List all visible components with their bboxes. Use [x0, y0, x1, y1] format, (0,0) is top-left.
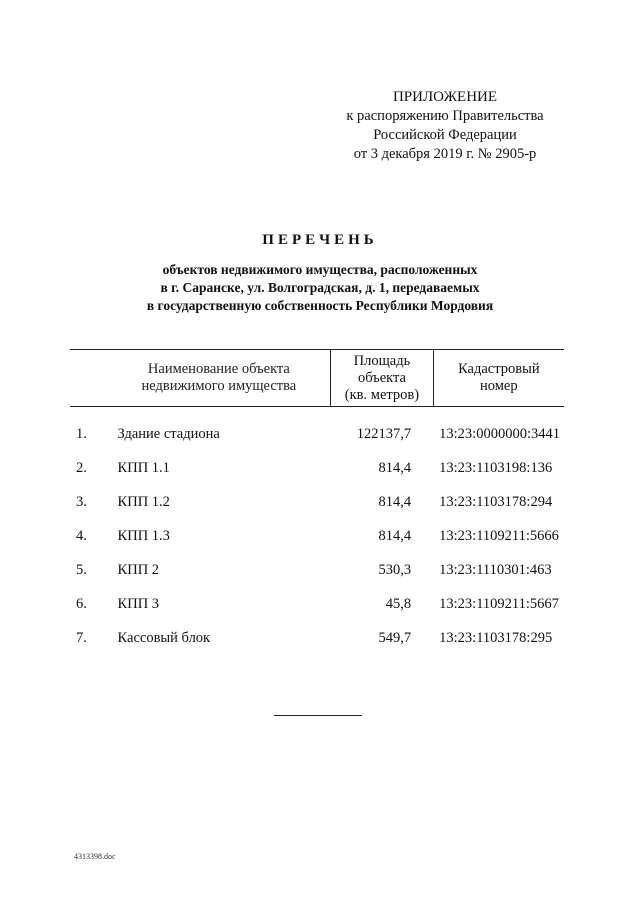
- row-name: КПП 1.2: [117, 493, 170, 510]
- header-area: [331, 350, 433, 407]
- property-table: [70, 349, 564, 655]
- footer-doc-ref: 4313398.doc: [74, 852, 116, 861]
- row-cadastral: 13:23:1110301:463: [439, 561, 552, 578]
- row-number: 7.: [76, 629, 87, 646]
- subtitle-line-3: в государственную собственность Республики Мордовия: [146, 298, 494, 313]
- table-row: [70, 553, 564, 587]
- row-cadastral: 13:23:1109211:5667: [439, 595, 559, 612]
- property-table-container: [70, 349, 564, 655]
- row-name: Кассовый блок: [117, 629, 211, 646]
- row-cadastral: 13:23:0000000:3441: [439, 425, 560, 442]
- row-name: КПП 1.3: [117, 527, 170, 544]
- table-row: [70, 621, 564, 655]
- table-row: [70, 485, 564, 519]
- row-area: 45,8: [385, 595, 412, 612]
- row-number: 5.: [76, 561, 87, 578]
- row-name: КПП 1.1: [117, 459, 170, 476]
- row-number: 6.: [76, 595, 87, 612]
- row-cadastral: 13:23:1103178:295: [439, 629, 553, 646]
- row-area: 530,3: [378, 561, 412, 578]
- row-name: Здание стадиона: [117, 425, 220, 442]
- header-name-line-2: недвижимого имущества: [141, 378, 297, 394]
- row-name: КПП 2: [117, 561, 160, 578]
- row-name: КПП 3: [117, 595, 160, 612]
- row-number: 3.: [76, 493, 87, 510]
- header-cadastral: Кадастровый номер: [433, 350, 564, 407]
- table-row: [70, 519, 564, 553]
- row-area: 122137,7: [356, 425, 412, 442]
- row-area: 549,7: [378, 629, 412, 646]
- subtitle-line-2: в г. Саранске, ул. Волгоградская, д. 1, передаваемых: [160, 280, 480, 295]
- header-area-line-3: (кв. метров): [344, 386, 420, 403]
- document-title: ПЕРЕЧЕНЬ: [262, 232, 378, 248]
- appendix-line-1: к распоряжению Правительства: [346, 108, 544, 124]
- row-area: 814,4: [378, 527, 412, 544]
- table-row: [70, 407, 564, 452]
- appendix-line-2: Российской Федерации: [373, 127, 517, 143]
- header-name-line-1: Наименование объекта: [147, 361, 290, 377]
- table-header-row: [70, 350, 564, 407]
- header-name: [108, 350, 331, 407]
- appendix-heading: ПРИЛОЖЕНИЕ: [392, 89, 498, 105]
- appendix-line-3: от 3 декабря 2019 г. № 2905-р: [353, 146, 537, 162]
- row-cadastral: 13:23:1103198:136: [439, 459, 553, 476]
- row-number: 2.: [76, 459, 87, 476]
- header-number: [70, 350, 108, 407]
- document-subtitle: [0, 261, 640, 315]
- appendix-block: [300, 88, 590, 164]
- row-cadastral: 13:23:1103178:294: [439, 493, 553, 510]
- row-number: 4.: [76, 527, 87, 544]
- row-number: 1.: [76, 425, 87, 442]
- table-row: [70, 451, 564, 485]
- row-cadastral: 13:23:1109211:5666: [439, 527, 559, 544]
- header-area-line-2: объекта: [357, 369, 406, 386]
- header-area-line-1: Площадь: [353, 352, 411, 369]
- table-row: [70, 587, 564, 621]
- row-area: 814,4: [378, 493, 412, 510]
- end-divider: [274, 715, 362, 716]
- row-area: 814,4: [378, 459, 412, 476]
- subtitle-line-1: объектов недвижимого имущества, расположенных: [162, 262, 478, 277]
